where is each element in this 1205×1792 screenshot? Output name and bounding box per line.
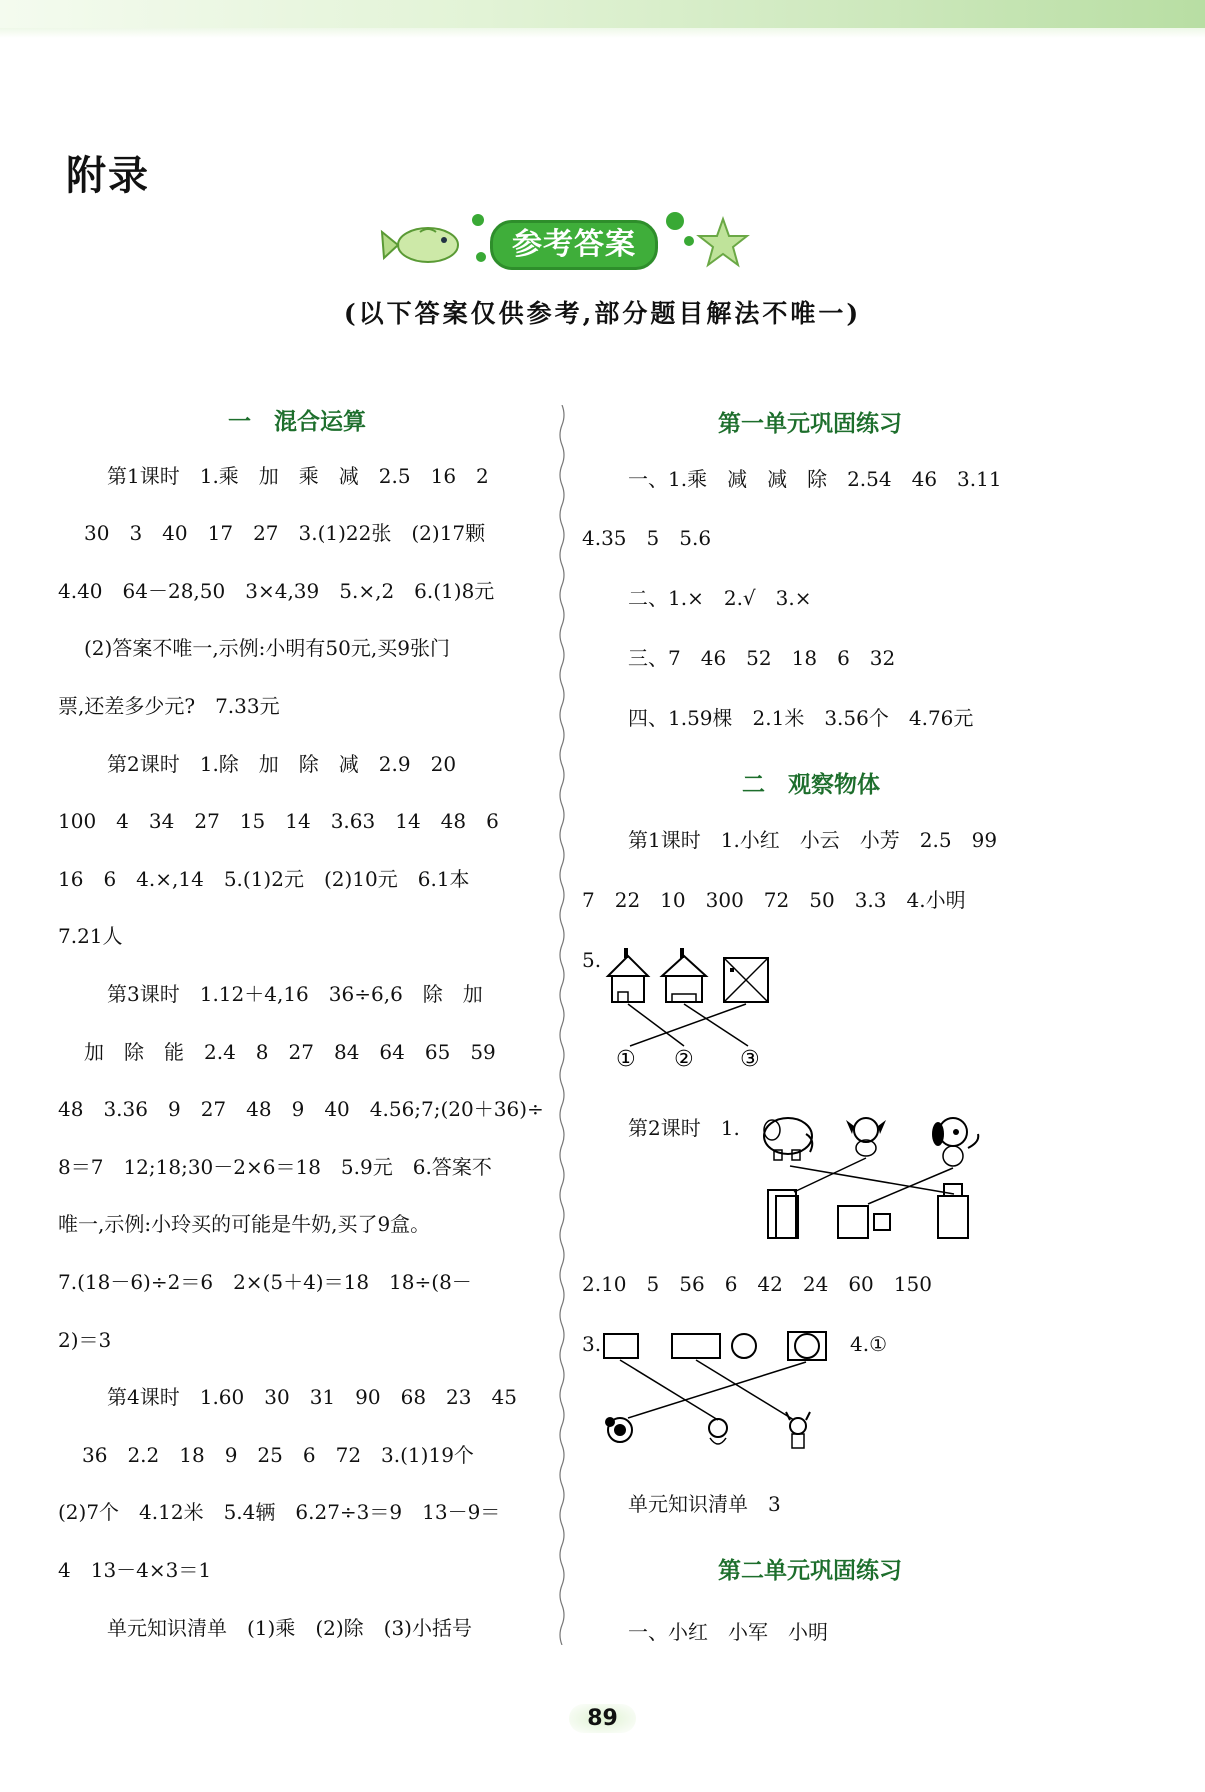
page-number	[0, 1704, 1205, 1733]
answer-line: 7.21人	[58, 924, 123, 948]
answer-line: 第1课时 1.乘 加 乘 减 2.5 16 2	[107, 464, 489, 488]
banner-label: 参考答案	[490, 220, 658, 270]
answer-line: 第1课时 1.小红 小云 小芳 2.5 99	[628, 828, 998, 852]
answer-line: 48 3.36 9 27 48 9 40 4.56;7;(20＋36)÷	[58, 1097, 544, 1121]
answer-line: 4.35 5 5.6	[582, 526, 712, 550]
answer-line: 4 13－4×3＝1	[58, 1558, 212, 1582]
answer-line: 2)＝3	[58, 1328, 112, 1352]
answer-line: 第2课时 1.除 加 除 减 2.9 20	[107, 752, 457, 776]
starfish-icon	[696, 216, 750, 270]
bubble-dot	[666, 212, 684, 230]
answer-line: 8＝7 12;18;30－2×6＝18 5.9元 6.答案不	[58, 1155, 492, 1179]
answer-line: 三、7 46 52 18 6 32	[628, 646, 896, 670]
answer-line: 一、小红 小军 小明	[628, 1620, 828, 1644]
circled-label: ③	[740, 1047, 760, 1070]
answer-banner	[380, 208, 750, 278]
section-heading-unit2-review: 第二单元巩固练习	[718, 1557, 902, 1584]
house-matching-figure	[600, 946, 780, 1070]
answer-line: 36 2.2 18 9 25 6 72 3.(1)19个	[82, 1443, 474, 1467]
answer-line: (2)7个 4.12米 5.4辆 6.27÷3＝9 13－9＝	[58, 1500, 501, 1524]
answer-line: 30 3 40 17 27 3.(1)22张 (2)17颗	[84, 521, 486, 545]
page-number-value: 89	[569, 1704, 636, 1733]
answer-line: 唯一,示例:小玲买的可能是牛奶,买了9盒。	[58, 1212, 431, 1236]
answer-line: 2.10 5 56 6 42 24 60 150	[582, 1272, 932, 1296]
answer-line: 4.①	[850, 1332, 888, 1356]
answer-line: 单元知识清单 3	[628, 1492, 781, 1516]
answer-line: 4.40 64－28,50 3×4,39 5.×,2 6.(1)8元	[58, 579, 495, 603]
answer-line: 第3课时 1.12＋4,16 36÷6,6 除 加	[107, 982, 483, 1006]
answer-line: 16 6 4.×,14 5.(1)2元 (2)10元 6.1本	[58, 867, 470, 891]
answer-line: 5.	[582, 948, 602, 972]
section-heading-observe-objects: 二 观察物体	[742, 771, 880, 798]
answer-line: 3.	[582, 1332, 602, 1356]
bubble-dot	[472, 214, 484, 226]
section-heading-mixed-operations: 一 混合运算	[228, 408, 366, 435]
subtitle: (以下答案仅供参考,部分题目解法不唯一)	[343, 299, 862, 328]
answer-line: 一、1.乘 减 减 除 2.54 46 3.11	[628, 467, 1002, 491]
animal-matching-figure	[758, 1112, 988, 1242]
answer-line: 7.(18－6)÷2＝6 2×(5＋4)＝18 18÷(8－	[58, 1270, 472, 1294]
answer-line: (2)答案不唯一,示例:小明有50元,买9张门	[84, 636, 450, 660]
shape-matching-figure	[598, 1328, 838, 1458]
answer-line: 票,还差多少元? 7.33元	[58, 694, 280, 718]
circled-label: ②	[674, 1047, 694, 1070]
answer-line: 二、1.× 2.√ 3.×	[628, 586, 812, 610]
bubble-dot	[684, 236, 694, 246]
bubble-dot	[476, 252, 486, 262]
answer-line: 单元知识清单 (1)乘 (2)除 (3)小括号	[107, 1616, 472, 1640]
answer-line: 7 22 10 300 72 50 3.3 4.小明	[582, 888, 966, 912]
circled-label: ①	[616, 1047, 636, 1070]
answer-line: 加 除 能 2.4 8 27 84 64 65 59	[84, 1040, 496, 1064]
answer-line: 四、1.59棵 2.1米 3.56个 4.76元	[628, 706, 974, 730]
top-decor-band	[0, 0, 1205, 28]
fish-icon	[380, 222, 468, 268]
page-heading: 附录	[66, 153, 150, 199]
answer-line: 第2课时 1.	[628, 1116, 740, 1140]
column-divider	[558, 405, 566, 1645]
answer-line: 100 4 34 27 15 14 3.63 14 48 6	[58, 809, 499, 833]
section-heading-unit1-review: 第一单元巩固练习	[718, 410, 902, 437]
answer-line: 第4课时 1.60 30 31 90 68 23 45	[107, 1385, 517, 1409]
